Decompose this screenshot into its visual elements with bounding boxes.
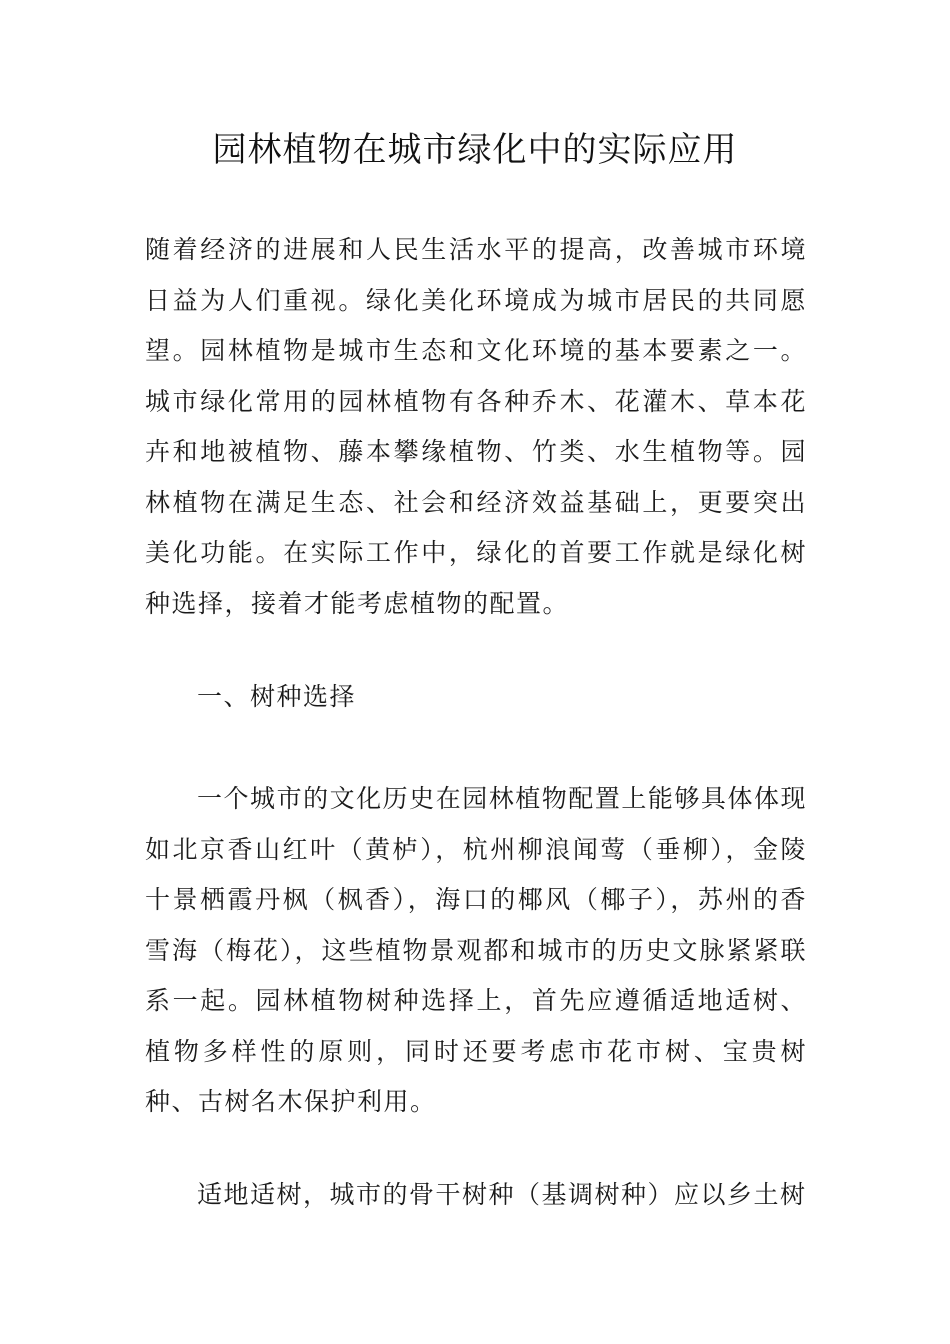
section-heading: 一、树种选择 xyxy=(197,682,357,711)
body-paragraph: 一个城市的文化历史在园林植物配置上能够具体体现如北京香山红叶（黄栌），杭州柳浪闻莺（垂柳），金陵十景栖霞丹枫（枫香），海口的椰风（椰子），苏州的香雪海（梅花），这些植物景观都和城市的历史文脉紧紧联系一起。园林植物树种选择上，首先应遵循适地适树、植物多样性的原则，同时还要考虑市花市树、宝贵树种、古树名木保护利用。 xyxy=(145,784,807,1116)
body-paragraph: 适地适树，城市的骨干树种（基调树种）应以乡土树 xyxy=(197,1180,807,1209)
document-title: 园林植物在城市绿化中的实际应用 xyxy=(212,130,738,170)
intro-paragraph: 随着经济的进展和人民生活水平的提高，改善城市环境日益为人们重视。绿化美化环境成为城市居民的共同愿望。园林植物是城市生态和文化环境的基本要素之一。城市绿化常用的园林植物有各种乔木、花灌木、草本花卉和地被植物、藤本攀缘植物、竹类、水生植物等。园林植物在满足生态、社会和经济效益基础上，更要突出美化功能。在实际工作中，绿化的首要工作就是绿化树种选择，接着才能考虑植物的配置。 xyxy=(145,235,807,618)
